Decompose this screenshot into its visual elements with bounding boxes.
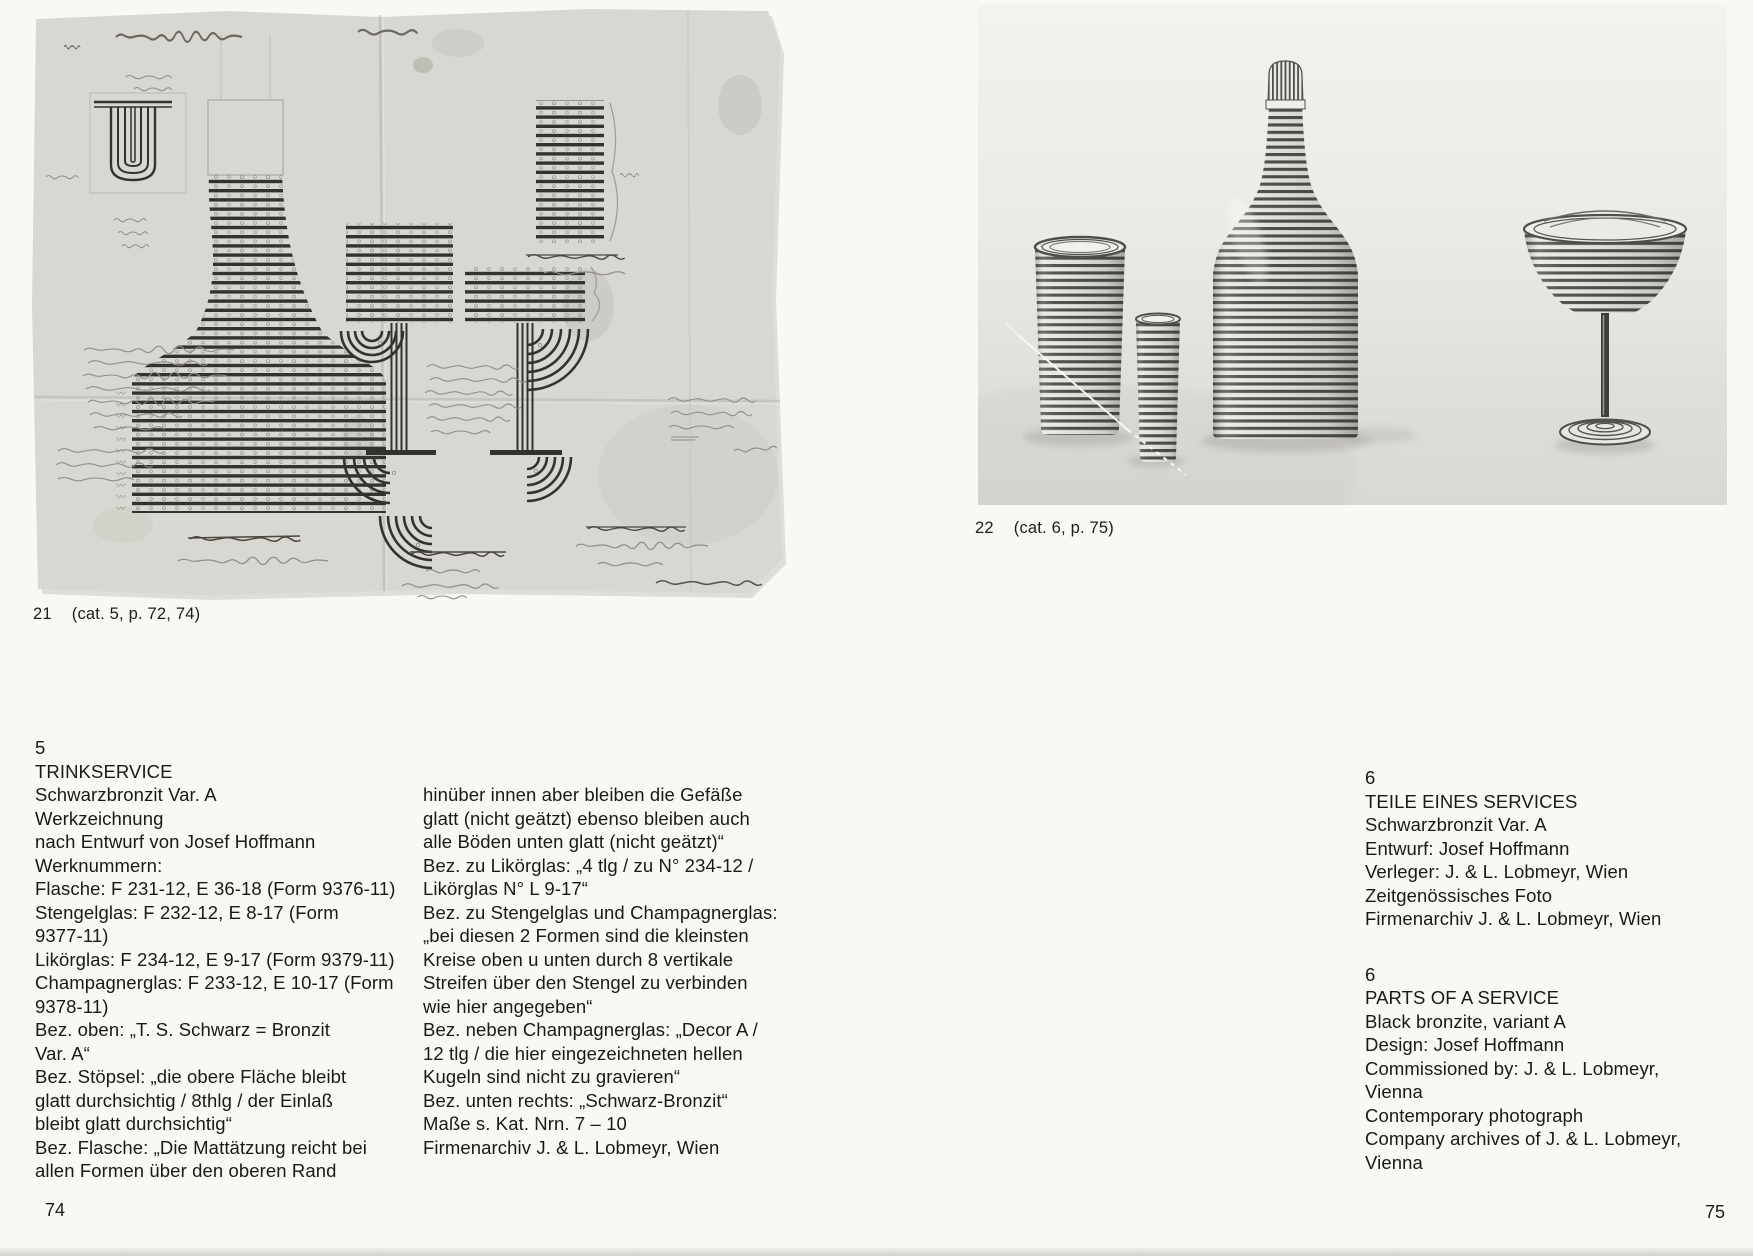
text-line: Verleger: J. & L. Lobmeyr, Wien: [1365, 861, 1629, 882]
text-line: Stengelglas: F 232-12, E 8-17 (Form: [35, 901, 339, 923]
text-line: Werkzeichnung: [35, 807, 164, 829]
text-line: allen Formen über den oberen Rand: [35, 1160, 337, 1181]
text-line: Vienna: [1365, 1081, 1423, 1102]
entry-german: [1365, 766, 1681, 931]
catalog-entry-column-2: [423, 783, 778, 1159]
page-number-left: 74: [45, 1200, 66, 1220]
figure-number: 22: [975, 519, 994, 537]
text-line: Entwurf: Josef Hoffmann: [1365, 837, 1570, 859]
text-line: nach Entwurf von Josef Hoffmann: [35, 831, 316, 852]
text-line: TEILE EINES SERVICES: [1365, 790, 1578, 812]
text-line: alle Böden unten glatt (nicht geätzt)“: [423, 831, 725, 852]
text-line: 12 tlg / die hier eingezeichneten hellen: [423, 1042, 743, 1064]
text-line: Schwarzbronzit Var. A: [1365, 814, 1547, 835]
text-line: „bei diesen 2 Formen sind die kleinsten: [423, 925, 749, 946]
text-line: Zeitgenössisches Foto: [1365, 884, 1553, 906]
text-line: PARTS OF A SERVICE: [1365, 987, 1560, 1008]
text-line: Likörglas N° L 9-17“: [423, 878, 589, 899]
catalog-entry-column-1: [35, 736, 396, 1183]
text-line: 9377-11): [35, 925, 109, 946]
text-line: Kugeln sind nicht zu gravieren“: [423, 1066, 681, 1087]
text-line: 5: [35, 737, 46, 758]
text-line: Var. A“: [35, 1042, 90, 1064]
text-line: Bez. neben Champagnerglas: „Decor A /: [423, 1019, 758, 1040]
text-line: Bez. zu Likörglas: „4 tlg / zu N° 234-12 /: [423, 854, 754, 876]
catalog-entry-column-3: [1365, 766, 1681, 1174]
photograph-svg: [978, 5, 1727, 505]
figure-reference: (cat. 5, p. 72, 74): [71, 605, 201, 623]
text-line: bleibt glatt durchsichtig“: [35, 1113, 232, 1134]
text-line: Bez. Flasche: „Die Mattätzung reicht bei: [35, 1136, 368, 1158]
text-line: Black bronzite, variant A: [1365, 1010, 1566, 1032]
page-number-right: 75: [1704, 1202, 1725, 1222]
text-line: glatt durchsichtig / 8thlg / der Einlaß: [35, 1089, 333, 1111]
text-line: Werknummern:: [35, 854, 163, 876]
text-line: Flasche: F 231-12, E 36-18 (Form 9376-11): [35, 878, 396, 899]
text-line: glatt (nicht geätzt) ebenso bleiben auch: [423, 807, 750, 829]
text-line: Firmenarchiv J. & L. Lobmeyr, Wien: [423, 1136, 720, 1158]
text-line: Bez. zu Stengelglas und Champagnerglas:: [423, 901, 778, 923]
text-line: Bez. Stöpsel: „die obere Fläche bleibt: [35, 1066, 347, 1087]
text-line: TRINKSERVICE: [35, 760, 173, 782]
text-line: Kreise oben u unten durch 8 vertikale: [423, 948, 734, 970]
werkzeichnung-svg: [28, 5, 790, 602]
text-line: wie hier angegeben“: [423, 995, 593, 1017]
text-line: Champagnerglas: F 233-12, E 10-17 (Form: [35, 972, 394, 993]
text-line: Commissioned by: J. & L. Lobmeyr,: [1365, 1057, 1660, 1079]
photo-liqueur-glass: [1136, 314, 1180, 463]
figure-reference: (cat. 6, p. 75): [1013, 519, 1114, 537]
text-line: hinüber innen aber bleiben die Gefäße: [423, 784, 743, 805]
text-line: Company archives of J. & L. Lobmeyr,: [1365, 1128, 1682, 1149]
page-bottom-edge: [0, 1248, 1753, 1256]
text-line: Vienna: [1365, 1151, 1423, 1173]
text-line: Bez. oben: „T. S. Schwarz = Bronzit: [35, 1019, 331, 1040]
text-line: Design: Josef Hoffmann: [1365, 1034, 1565, 1055]
text-line: Schwarzbronzit Var. A: [35, 784, 217, 805]
text-line: Streifen über den Stengel zu verbinden: [423, 972, 748, 993]
photo-tumbler: [1035, 237, 1125, 435]
figure-werkzeichnung: [28, 5, 790, 602]
figure-caption-22: [975, 519, 1114, 538]
text-line: 6: [1365, 963, 1376, 985]
text-line: Maße s. Kat. Nrn. 7 – 10: [423, 1113, 627, 1134]
text-line: 6: [1365, 767, 1376, 788]
figure-number: 21: [33, 605, 52, 623]
figure-caption-21: [33, 605, 200, 624]
text-line: Firmenarchiv J. & L. Lobmeyr, Wien: [1365, 908, 1662, 929]
text-line: 9378-11): [35, 995, 109, 1017]
figure-photograph: [978, 5, 1727, 505]
text-line: Likörglas: F 234-12, E 9-17 (Form 9379-11): [35, 948, 395, 970]
text-line: Bez. unten rechts: „Schwarz-Bronzit“: [423, 1089, 728, 1111]
text-line: Contemporary photograph: [1365, 1104, 1584, 1126]
entry-english: [1365, 963, 1681, 1175]
